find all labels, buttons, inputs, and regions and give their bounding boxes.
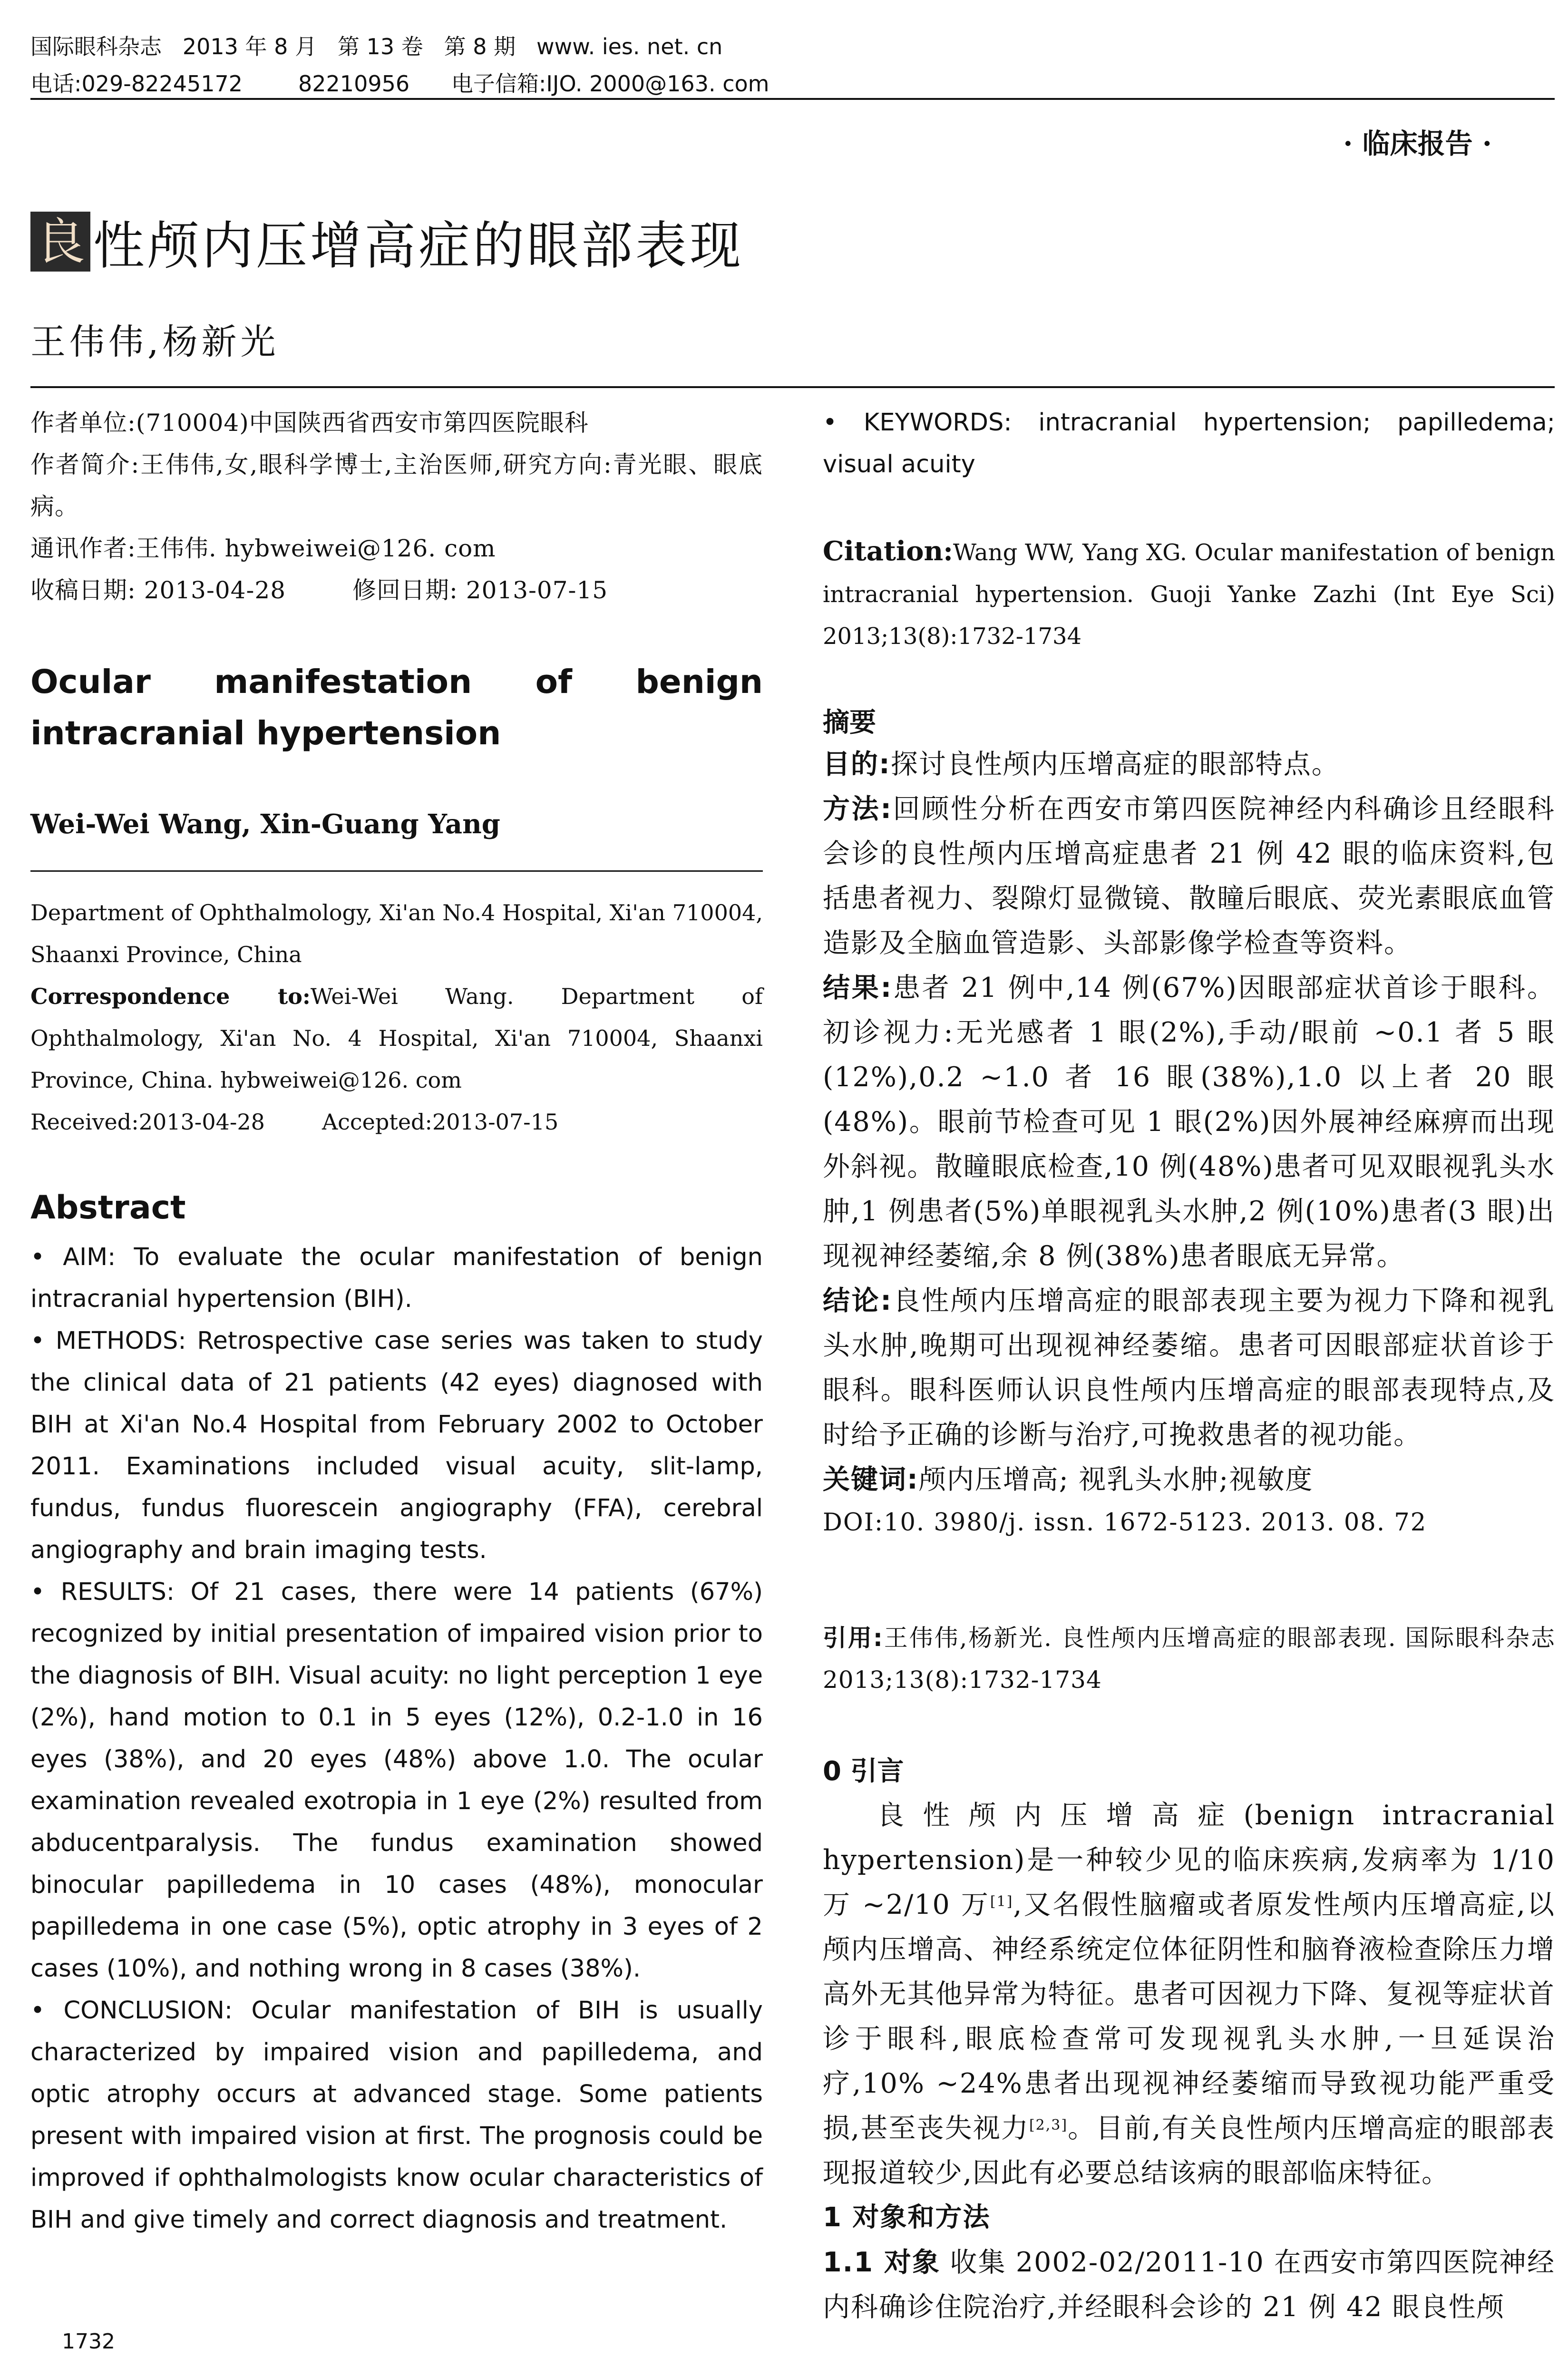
english-title <box>30 656 763 759</box>
ref-2-3: [2,3] <box>1029 2117 1068 2133</box>
intro-text-a: 良性颅内压增高症(benign intracranial hypertension)是一种较少见的临床疾病,发病率为 1/10 万 ~2/10 万 <box>823 1800 1555 1920</box>
zh-methods-text: 回顾性分析在西安市第四医院神经内科确诊且经眼科会诊的良性颅内压增高症患者 21 例 42 眼的临床资料,包括患者视力、裂隙灯显微镜、散瞳后眼底、荧光素眼底血管造影及全脑血管造影、头部影像学检查等资料。 <box>823 793 1556 959</box>
abstract-results: • RESULTS: Of 21 cases, there were 14 patients (67%) recognized by initial presentation of impaired vision prior to the diagnosis of BIH. Visual acuity: no light perception 1 eye (2%), hand motion to 0.1 in 5 eyes (12%), 0.2-1.0 in 16 eyes (38%), and 20 eyes (48%) above 1.0. The ocular examination revealed exotropia in 1 eye (2%) resulted from abducentparalysis. The fundus examination showed binocular papilledema in 10 cases (48%), monocular papilledema in one case (5%), optic atrophy in 3 eyes of 2 cases (10%), and nothing wrong in 8 cases (38%). <box>30 1578 763 1983</box>
zh-conclusion-label: 结论: <box>823 1285 893 1316</box>
title-rule <box>30 386 1555 388</box>
abstract-heading: Abstract <box>30 1189 186 1227</box>
methods-sub-text: 收集 2002-02/2011-10 在西安市第四医院神经内科确诊住院治疗,并经眼科会诊的 21 例 42 眼良性颅 <box>823 2247 1555 2323</box>
english-affiliation-block <box>30 892 763 1143</box>
header-rule <box>30 98 1555 100</box>
zh-aim <box>823 742 1555 787</box>
methods-subject <box>823 2240 1555 2329</box>
revised-date-cn: 修回日期: 2013-07-15 <box>352 576 608 604</box>
corresponding-author: 通讯作者:王伟伟. hybweiwei@126. com <box>30 535 496 562</box>
accepted-date-en: Accepted:2013-07-15 <box>321 1109 559 1135</box>
english-abstract <box>30 1237 763 2241</box>
abstract-conclusion: • CONCLUSION: Ocular manifestation of BIH is usually characterized by impaired vision and papilledema, and optic atrophy occurs at advanced stage. Some patients present with impaired vision at first. The prognosis could be improved if ophthalmologists know ocular characteristics of BIH and give timely and correct diagnosis and treatment. <box>30 1997 763 2234</box>
intro-body <box>823 1793 1555 2329</box>
english-authors: Wei-Wei Wang, Xin-Guang Yang <box>30 809 500 840</box>
methods-sub-label: 1.1 对象 <box>823 2247 941 2278</box>
abstract-aim: • AIM: To evaluate the ocular manifestation of benign intracranial hypertension (BIH). <box>30 1243 763 1313</box>
methods-heading: 1 对象和方法 <box>823 2202 991 2233</box>
dates-cn <box>30 569 763 611</box>
intro-paragraph <box>823 1793 1555 2195</box>
ref-1: [1] <box>990 1893 1013 1910</box>
zh-aim-text: 探讨良性颅内压增高症的眼部特点。 <box>890 749 1340 780</box>
title-dropcap: 良 <box>30 212 90 272</box>
title-text: 性颅内压增高症的眼部表现 <box>93 216 744 276</box>
english-title-line1: Ocular manifestation of benign <box>30 663 763 701</box>
zh-abstract <box>823 742 1555 1544</box>
abstract-keywords: • KEYWORDS: intracranial hypertension; papilledema; visual acuity <box>823 409 1555 478</box>
correspondence-text: Wei-Wei Wang. Department of Ophthalmology, Xi'an No. 4 Hospital, Xi'an 710004, Shaanxi Province, China. hybweiwei@126. com <box>30 984 763 1093</box>
zh-results-label: 结果: <box>823 972 893 1003</box>
zh-abstract-heading: 摘要 <box>823 707 876 738</box>
intro-heading: 0 引言 <box>823 1756 904 1787</box>
journal-header-line2: 电话:029-82245172 82210956 电子信箱:IJO. 2000@163. com <box>30 71 769 97</box>
abstract-methods: • METHODS: Retrospective case series was taken to study the clinical data of 21 patients (42 eyes) diagnosed with BIH at Xi'an No.4 Hospital from February 2002 to October 2011. Examinations included visual acuity, slit-lamp, fundus, fundus fluorescein angiography (FFA), cerebral angiography and brain imaging tests. <box>30 1327 763 1564</box>
zh-aim-label: 目的: <box>823 749 891 780</box>
author-intro: 作者简介:王伟伟,女,眼科学博士,主治医师,研究方向:青光眼、眼底病。 <box>30 451 763 520</box>
intro-text-c: 。目前,有关良性颅内压增高症的眼部表现报道较少,因此有必要总结该病的眼部临床特征。 <box>823 2113 1555 2189</box>
zh-results-text: 患者 21 例中,14 例(67%)因眼部症状首诊于眼科。初诊视力:无光感者 1 眼(2%),手动/眼前 ~0.1 者 5 眼(12%),0.2 ~1.0 者 16 眼(38%),1.0 以上者 20 眼(48%)。眼前节检查可见 1 眼(2%)因外展神经麻痹而出现外斜视。散瞳眼底检查,10 例(48%)患者可见双眼视乳头水肿,1 例患者(5%)单眼视乳头水肿,2 例(10%)患者(3 眼)出现视神经萎缩,余 8 例(38%)患者眼底无异常。 <box>823 972 1555 1272</box>
zh-conclusion <box>823 1278 1555 1457</box>
english-title-line2: intracranial hypertension <box>30 714 501 752</box>
affiliation-rule <box>30 870 763 872</box>
section-label: · 临床报告 · <box>1343 127 1492 160</box>
zh-methods <box>823 787 1555 965</box>
english-correspondence <box>30 975 763 1101</box>
zh-methods-label: 方法: <box>823 793 893 825</box>
received-date-en: Received:2013-04-28 <box>30 1109 265 1135</box>
zh-keywords-text: 颅内压增高; 视乳头水肿;视敏度 <box>918 1464 1314 1495</box>
zh-citation-label: 引用: <box>823 1624 883 1652</box>
english-dates <box>30 1101 763 1143</box>
received-date-cn: 收稿日期: 2013-04-28 <box>30 576 286 604</box>
citation-text: Wang WW, Yang XG. Ocular manifestation of benign intracranial hypertension. Guoji Yanke Zazhi (Int Eye Sci) 2013;13(8):1732-1734 <box>823 539 1555 650</box>
citation-label: Citation: <box>823 536 953 567</box>
zh-keywords <box>823 1457 1555 1502</box>
article-title <box>30 205 744 278</box>
english-citation <box>823 530 1555 657</box>
correspondence-label: Correspondence to: <box>30 984 311 1009</box>
page-number: 1732 <box>62 2329 115 2354</box>
zh-keywords-label: 关键词: <box>823 1464 919 1495</box>
english-affiliation: Department of Ophthalmology, Xi'an No.4 Hospital, Xi'an 710004, Shaanxi Province, China <box>30 900 763 967</box>
zh-results <box>823 965 1555 1278</box>
zh-conclusion-text: 良性颅内压增高症的眼部表现主要为视力下降和视乳头水肿,晚期可出现视神经萎缩。患者可因眼部症状首诊于眼科。眼科医师认识良性颅内压增高症的眼部表现特点,及时给予正确的诊断与治疗,可挽救患者的视功能。 <box>823 1285 1556 1451</box>
intro-text-b: ,又名假性脑瘤或者原发性颅内压增高症,以颅内压增高、神经系统定位体征阴性和脑脊液检查除压力增高外无其他异常为特征。患者可因视力下降、复视等症状首诊于眼科,眼底检查常可发现视乳头水肿,一旦延误治疗,10% ~24%患者出现视神经萎缩而导致视功能严重受损,甚至丧失视力 <box>823 1889 1555 2144</box>
author-unit: 作者单位:(710004)中国陕西省西安市第四医院眼科 <box>30 409 589 437</box>
authors-cn: 王伟伟,杨新光 <box>30 321 280 362</box>
doi: DOI:10. 3980/j. issn. 1672-5123. 2013. 08. 72 <box>823 1509 1427 1537</box>
zh-citation <box>823 1617 1555 1701</box>
journal-header-line1: 国际眼科杂志 2013 年 8 月 第 13 卷 第 8 期 www. ies. net. cn <box>30 34 723 59</box>
author-info <box>30 402 763 611</box>
zh-citation-text: 王伟伟,杨新光. 良性颅内压增高症的眼部表现. 国际眼科杂志 2013;13(8):1732-1734 <box>823 1624 1556 1694</box>
